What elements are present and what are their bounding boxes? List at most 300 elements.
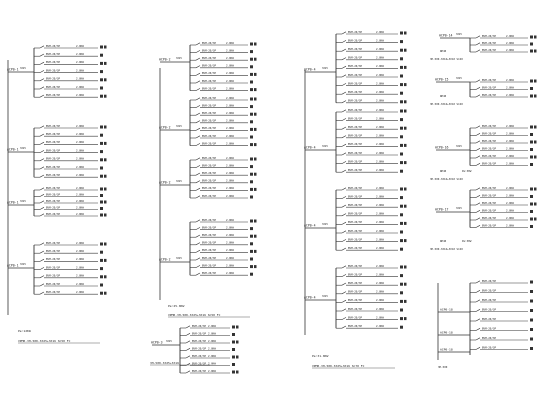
branch-text: BVM-20/3P bbox=[348, 238, 363, 242]
power-label: Pe:12KW bbox=[18, 329, 31, 333]
load-text: 2.0KW bbox=[226, 49, 234, 53]
breaker-symbol bbox=[196, 165, 200, 167]
breaker-symbol bbox=[196, 113, 200, 115]
load-marker bbox=[250, 180, 253, 183]
breaker-symbol bbox=[342, 326, 346, 328]
load-marker bbox=[400, 222, 403, 225]
load-marker bbox=[236, 341, 239, 344]
branch-text: BVM-20/3P bbox=[192, 362, 207, 366]
breaker-symbol bbox=[196, 188, 200, 190]
branch-text: BVM-20/3P bbox=[348, 229, 363, 233]
load-marker bbox=[400, 283, 403, 286]
branch-text: BVM-20/3P bbox=[348, 48, 363, 51]
load-marker bbox=[250, 165, 253, 168]
branch-text: BVM-20/3P bbox=[202, 72, 217, 76]
branch-text: BVM-20/3P bbox=[202, 194, 217, 198]
load-text: 2.0KW bbox=[76, 165, 84, 169]
breaker-symbol bbox=[40, 214, 44, 216]
load-marker bbox=[254, 113, 257, 116]
breaker-symbol bbox=[40, 201, 44, 203]
branch-text: BVM-20/3P bbox=[202, 112, 217, 115]
breaker-symbol bbox=[40, 62, 44, 64]
branch-text: BVM-20/3P bbox=[202, 142, 217, 146]
load-marker bbox=[250, 88, 253, 91]
cable-label: VPM0-3H-500-3X25+3X16 SC50 FC bbox=[18, 339, 71, 343]
breaker-symbol bbox=[342, 153, 346, 155]
load-marker bbox=[100, 54, 103, 57]
load-marker bbox=[530, 80, 533, 83]
load-marker bbox=[100, 259, 103, 262]
branch-text: BVM-20/3P bbox=[202, 57, 217, 60]
panel-label: ACP0-18 bbox=[440, 347, 453, 352]
branch-text: BVM-20/3P bbox=[202, 187, 217, 191]
breaker-symbol bbox=[186, 326, 190, 328]
branch-text: BVM-20/3P bbox=[348, 73, 363, 77]
branch-text: BVM-20/3P bbox=[202, 179, 217, 183]
breaker-symbol bbox=[476, 126, 480, 128]
cable-label: 3H-500 bbox=[438, 366, 448, 369]
load-text: 2.0KW bbox=[506, 93, 514, 97]
load-marker bbox=[530, 328, 533, 331]
feeder-spec-text: 3X25 bbox=[456, 76, 462, 80]
load-marker bbox=[250, 173, 253, 176]
breaker-symbol bbox=[342, 49, 346, 51]
load-marker bbox=[400, 144, 403, 147]
load-marker bbox=[400, 317, 403, 320]
branch-text: BVM-20/3P bbox=[482, 154, 497, 158]
load-text: 2.0KW bbox=[76, 291, 84, 294]
branch-text: BVM-20/3P bbox=[348, 282, 363, 285]
panel-label: ACP0-1 bbox=[7, 200, 19, 205]
load-marker bbox=[400, 266, 403, 269]
load-marker bbox=[100, 188, 103, 191]
breaker-symbol bbox=[342, 266, 346, 268]
load-marker bbox=[400, 196, 403, 199]
branch-text: BVM-20/3P bbox=[202, 218, 217, 222]
load-text: 2.0KW bbox=[376, 290, 384, 294]
branch-text: BVM-20/3P bbox=[482, 201, 497, 205]
breaker-symbol bbox=[476, 300, 480, 302]
breaker-symbol bbox=[342, 309, 346, 311]
load-text: 2.0KW bbox=[76, 85, 84, 89]
branch-text: BVM-20/3P bbox=[202, 249, 217, 253]
load-text: 2.0KW bbox=[226, 264, 234, 268]
breaker-symbol bbox=[196, 105, 200, 107]
feeder-spec-text: 3X25 bbox=[166, 339, 172, 343]
load-marker bbox=[400, 188, 403, 191]
load-marker bbox=[254, 173, 257, 176]
load-marker bbox=[104, 292, 107, 295]
load-text: 2.0KW bbox=[506, 194, 514, 198]
branch-text: BVM-20/3P bbox=[46, 69, 61, 73]
breaker-symbol bbox=[476, 133, 480, 135]
cable-label: 3H-500-3X16+3X10 SC40 bbox=[430, 103, 463, 106]
load-text: 2.0KW bbox=[226, 134, 234, 138]
load-marker bbox=[534, 188, 537, 191]
branch-text: BVM-20/3P bbox=[348, 221, 363, 225]
load-marker bbox=[404, 144, 407, 147]
load-text: 2.0KW bbox=[208, 332, 216, 336]
load-marker bbox=[100, 62, 103, 65]
load-text: 2.0KW bbox=[376, 39, 384, 43]
breaker-symbol bbox=[186, 333, 190, 335]
load-text: 2.0KW bbox=[376, 204, 384, 207]
load-text: 2.0KW bbox=[376, 238, 384, 242]
load-text: 2.0KW bbox=[376, 30, 384, 34]
load-marker bbox=[100, 194, 103, 197]
load-text: 2.0KW bbox=[76, 206, 84, 210]
load-text: 2.0KW bbox=[76, 157, 84, 161]
load-marker bbox=[100, 201, 103, 204]
breaker-symbol bbox=[342, 118, 346, 120]
branch-text: BVM-20/3P bbox=[348, 39, 363, 43]
panel-label: ACP0-2 bbox=[159, 257, 171, 262]
load-marker bbox=[534, 95, 537, 98]
load-marker bbox=[400, 110, 403, 113]
branch-text: BVM-20/3P bbox=[192, 354, 207, 358]
load-marker bbox=[400, 205, 403, 208]
load-text: 2.0KW bbox=[376, 221, 384, 225]
breaker-symbol bbox=[196, 173, 200, 175]
breaker-symbol bbox=[196, 250, 200, 252]
branch-text: BVM-20/3P bbox=[482, 132, 497, 136]
load-marker bbox=[100, 243, 103, 246]
load-text: 2.0KW bbox=[376, 186, 384, 190]
load-marker bbox=[404, 239, 407, 242]
branch-text: BVM-20/3P bbox=[46, 157, 61, 161]
load-marker bbox=[530, 195, 533, 198]
load-text: 2.0KW bbox=[506, 209, 514, 213]
load-marker bbox=[250, 113, 253, 116]
load-marker bbox=[534, 156, 537, 159]
branch-text: BVM-20/3P bbox=[482, 186, 497, 190]
breaker-symbol bbox=[40, 194, 44, 196]
breaker-symbol bbox=[186, 341, 190, 343]
load-marker bbox=[534, 141, 537, 144]
load-text: 2.0KW bbox=[506, 162, 514, 166]
breaker-symbol bbox=[40, 95, 44, 97]
breaker-symbol bbox=[476, 338, 480, 340]
breaker-symbol bbox=[342, 196, 346, 198]
load-marker bbox=[404, 300, 407, 303]
load-text: 2.0KW bbox=[376, 126, 384, 129]
breaker-symbol bbox=[342, 231, 346, 233]
breaker-symbol bbox=[196, 128, 200, 130]
load-text: 2.0KW bbox=[226, 72, 234, 76]
branch-text: BVM-20/3P bbox=[202, 234, 217, 237]
branch-text: BVM-20/3P bbox=[482, 308, 497, 312]
load-marker bbox=[400, 66, 403, 69]
breaker-symbol bbox=[476, 203, 480, 205]
breaker-symbol bbox=[342, 83, 346, 85]
load-text: 2.0KW bbox=[376, 73, 384, 77]
load-marker bbox=[104, 275, 107, 278]
breaker-symbol bbox=[196, 98, 200, 100]
breaker-symbol bbox=[40, 167, 44, 169]
breaker-symbol bbox=[476, 309, 480, 311]
breaker-symbol bbox=[40, 251, 44, 253]
load-text: 2.0KW bbox=[76, 141, 84, 145]
load-marker bbox=[104, 158, 107, 161]
load-text: 2.0KW bbox=[226, 156, 234, 160]
panel-label: ACP0-4 bbox=[304, 145, 316, 150]
load-marker bbox=[250, 220, 253, 223]
breaker-symbol bbox=[196, 88, 200, 90]
breaker-symbol bbox=[342, 283, 346, 285]
cable-label: VPM0-3H-500-3X25+3X16 SC70 FC bbox=[312, 364, 365, 368]
branch-text: BVM-20/3P bbox=[46, 193, 61, 197]
load-marker bbox=[530, 338, 533, 341]
branch-text: BVM-20/3P bbox=[482, 48, 497, 52]
load-marker bbox=[530, 319, 533, 322]
load-marker bbox=[254, 220, 257, 223]
branch-text: BVM-20/3P bbox=[192, 324, 207, 328]
branch-text: BVM-20/3P bbox=[482, 78, 497, 82]
breaker-symbol bbox=[196, 43, 200, 45]
branch-text: BVM-20/3P bbox=[348, 299, 363, 303]
breaker-symbol bbox=[476, 156, 480, 158]
branch-text: BVM-20/3P bbox=[192, 332, 207, 336]
panel-label: ACP0-2 bbox=[159, 125, 171, 130]
load-text: 2.0KW bbox=[376, 48, 384, 51]
load-text: 2.0KW bbox=[226, 142, 234, 146]
load-text: 2.0KW bbox=[76, 61, 84, 65]
breaker-symbol bbox=[476, 43, 480, 45]
breaker-symbol bbox=[342, 170, 346, 172]
branch-text: BVM-20/3P bbox=[482, 224, 497, 228]
load-marker bbox=[250, 227, 253, 230]
load-text: 2.0KW bbox=[226, 241, 234, 245]
load-text: 2.0KW bbox=[376, 282, 384, 285]
branch-text: BVM-20/3P bbox=[482, 147, 497, 151]
branch-text: BVM-20/3P bbox=[202, 256, 217, 260]
branch-text: BVM-20/3P bbox=[348, 56, 363, 60]
load-marker bbox=[400, 161, 403, 164]
load-text: 2.0KW bbox=[76, 124, 84, 128]
breaker-symbol bbox=[40, 188, 44, 190]
load-text: 2.0KW bbox=[376, 108, 384, 112]
load-text: 2.0KW bbox=[76, 282, 84, 286]
feeder-spec-text: 3X25 bbox=[456, 32, 462, 36]
load-marker bbox=[104, 62, 107, 65]
load-marker bbox=[400, 32, 403, 35]
load-text: 2.0KW bbox=[376, 143, 384, 147]
load-marker bbox=[100, 87, 103, 90]
breaker-symbol bbox=[40, 276, 44, 278]
feeder-spec-text: 3X25 bbox=[456, 206, 462, 210]
load-text: 2.0KW bbox=[376, 99, 384, 103]
branch-text: BVM-20/3P bbox=[348, 290, 363, 294]
load-text: 2.0KW bbox=[226, 256, 234, 260]
branch-text: BVM-20/3P bbox=[348, 126, 363, 129]
load-marker bbox=[250, 250, 253, 253]
load-marker bbox=[400, 213, 403, 216]
load-marker bbox=[254, 43, 257, 46]
load-marker bbox=[254, 265, 257, 268]
load-text: 2.0KW bbox=[506, 154, 514, 158]
load-text: 2.0KW bbox=[226, 194, 234, 198]
breaker-symbol bbox=[40, 150, 44, 152]
load-marker bbox=[250, 81, 253, 84]
load-text: 2.0KW bbox=[76, 212, 84, 216]
load-text: 2.0KW bbox=[376, 82, 384, 86]
branch-text: BVM-20/3P bbox=[348, 117, 363, 121]
load-text: 2.0KW bbox=[376, 299, 384, 303]
load-marker bbox=[400, 239, 403, 242]
load-marker bbox=[404, 205, 407, 208]
breaker-symbol bbox=[476, 141, 480, 143]
panel-label: ACP0-2 bbox=[159, 57, 171, 62]
branch-text: BVM-20/3P bbox=[348, 307, 363, 311]
load-text: 2.0KW bbox=[506, 78, 514, 82]
branch-text: BVM-20/3P bbox=[348, 82, 363, 86]
power-label: Pe:3KW bbox=[462, 170, 472, 173]
load-marker bbox=[250, 265, 253, 268]
load-text: 2.0KW bbox=[76, 133, 84, 136]
breaker-symbol bbox=[186, 348, 190, 350]
load-marker bbox=[530, 218, 533, 221]
load-marker bbox=[104, 46, 107, 49]
branch-text: BVM-20/3P bbox=[202, 41, 217, 45]
branch-text: BVM-20/3P bbox=[46, 53, 61, 56]
load-marker bbox=[100, 275, 103, 278]
load-marker bbox=[534, 126, 537, 129]
load-text: 2.0KW bbox=[76, 199, 84, 203]
load-marker bbox=[534, 36, 537, 39]
load-text: 2.0KW bbox=[376, 307, 384, 311]
load-marker bbox=[254, 88, 257, 91]
breaker-symbol bbox=[40, 134, 44, 136]
load-text: 2.0KW bbox=[376, 316, 384, 320]
breaker-symbol bbox=[342, 274, 346, 276]
breaker-symbol bbox=[40, 159, 44, 161]
branch-text: BVM-20/3P bbox=[348, 325, 363, 328]
branch-text: BVM-20/3P bbox=[46, 165, 61, 169]
load-marker bbox=[534, 203, 537, 206]
load-marker bbox=[250, 158, 253, 161]
load-text: 2.0KW bbox=[226, 57, 234, 60]
branch-text: BVM-20/3P bbox=[192, 369, 207, 373]
load-text: 2.0KW bbox=[76, 258, 84, 262]
branch-text: BVM-20/3P bbox=[202, 87, 217, 91]
load-marker bbox=[250, 58, 253, 61]
breaker-symbol bbox=[196, 121, 200, 123]
load-marker bbox=[400, 170, 403, 173]
panel-label: ACP0-3 bbox=[151, 340, 163, 345]
load-marker bbox=[104, 259, 107, 262]
breaker-symbol bbox=[476, 328, 480, 330]
load-text: 2.0KW bbox=[226, 87, 234, 91]
load-marker bbox=[104, 188, 107, 191]
branch-text: BVM-20/3P bbox=[482, 93, 497, 97]
breaker-symbol bbox=[196, 143, 200, 145]
load-marker bbox=[100, 175, 103, 178]
load-marker bbox=[530, 300, 533, 303]
branch-text: BVM-20/3P bbox=[192, 339, 207, 343]
branch-text: BVM-20/3P bbox=[46, 266, 61, 270]
load-text: 2.0KW bbox=[376, 195, 384, 199]
branch-text: BVM-20/3P bbox=[46, 174, 61, 177]
load-marker bbox=[400, 83, 403, 86]
branch-text: BVM-20/3P bbox=[348, 134, 363, 138]
breaker-symbol bbox=[476, 319, 480, 321]
branch-text: BVM-20/3P bbox=[482, 317, 497, 321]
breaker-symbol bbox=[342, 317, 346, 319]
load-marker bbox=[530, 43, 533, 46]
panel-label: ACP0-14 bbox=[439, 33, 453, 38]
load-marker bbox=[530, 347, 533, 350]
load-marker bbox=[100, 78, 103, 81]
load-marker bbox=[100, 284, 103, 287]
load-marker bbox=[250, 136, 253, 139]
breaker-symbol bbox=[342, 101, 346, 103]
load-text: 2.0KW bbox=[76, 53, 84, 56]
breaker-symbol bbox=[40, 292, 44, 294]
load-marker bbox=[530, 36, 533, 39]
load-marker bbox=[400, 291, 403, 294]
breaker-symbol bbox=[476, 210, 480, 212]
feeder-spec-text: 3X25 bbox=[20, 146, 26, 150]
load-marker bbox=[400, 118, 403, 121]
breaker-symbol bbox=[196, 258, 200, 260]
load-marker bbox=[404, 317, 407, 320]
load-marker bbox=[530, 133, 533, 136]
branch-text: BVM-20/3P bbox=[46, 124, 61, 128]
load-text: 2.0KW bbox=[506, 147, 514, 151]
load-text: 2.0KW bbox=[376, 264, 384, 268]
load-marker bbox=[530, 188, 533, 191]
load-text: 2.0KW bbox=[506, 224, 514, 228]
branch-text: BVM-20/3P bbox=[482, 41, 497, 45]
load-marker bbox=[404, 161, 407, 164]
load-marker bbox=[400, 100, 403, 103]
load-marker bbox=[254, 98, 257, 101]
load-text: 2.0KW bbox=[76, 193, 84, 197]
load-text: 2.0KW bbox=[226, 127, 234, 131]
breaker-symbol bbox=[196, 181, 200, 183]
load-text: 2.0KW bbox=[208, 369, 216, 373]
branch-text: BVM-20/3P bbox=[348, 151, 363, 155]
breaker-symbol bbox=[40, 54, 44, 56]
load-marker bbox=[404, 283, 407, 286]
load-marker bbox=[250, 73, 253, 76]
feeder-spec-text: 3X25 bbox=[456, 144, 462, 148]
load-text: 2.0KW bbox=[376, 91, 384, 94]
load-marker bbox=[400, 57, 403, 60]
breaker-symbol bbox=[342, 32, 346, 34]
branch-text: BVM-20/3P bbox=[46, 44, 61, 48]
breaker-symbol bbox=[342, 214, 346, 216]
branch-text: BVM-20/3P bbox=[348, 247, 363, 250]
load-marker bbox=[104, 175, 107, 178]
load-marker bbox=[236, 326, 239, 329]
branch-text: BVM-20/3P bbox=[202, 64, 217, 68]
branch-text: BVM-20/3P bbox=[482, 289, 497, 293]
feeder-spec-text: 3X25 bbox=[176, 124, 182, 128]
load-marker bbox=[104, 126, 107, 129]
branch-text: BVM-20/3P bbox=[202, 134, 217, 138]
cable-label: 3H-500-3X16+3X10 SC40 bbox=[430, 248, 463, 251]
load-text: 2.0KW bbox=[506, 139, 514, 143]
breaker-symbol bbox=[342, 136, 346, 138]
branch-text: BVM-20/3P bbox=[202, 172, 217, 175]
branch-text: BVM-20/3P bbox=[46, 186, 61, 190]
cable-label: 3H-500-3X16+3X10 SC40 bbox=[430, 178, 463, 181]
load-marker bbox=[400, 326, 403, 329]
load-marker bbox=[534, 80, 537, 83]
breaker-symbol bbox=[342, 40, 346, 42]
load-marker bbox=[254, 73, 257, 76]
